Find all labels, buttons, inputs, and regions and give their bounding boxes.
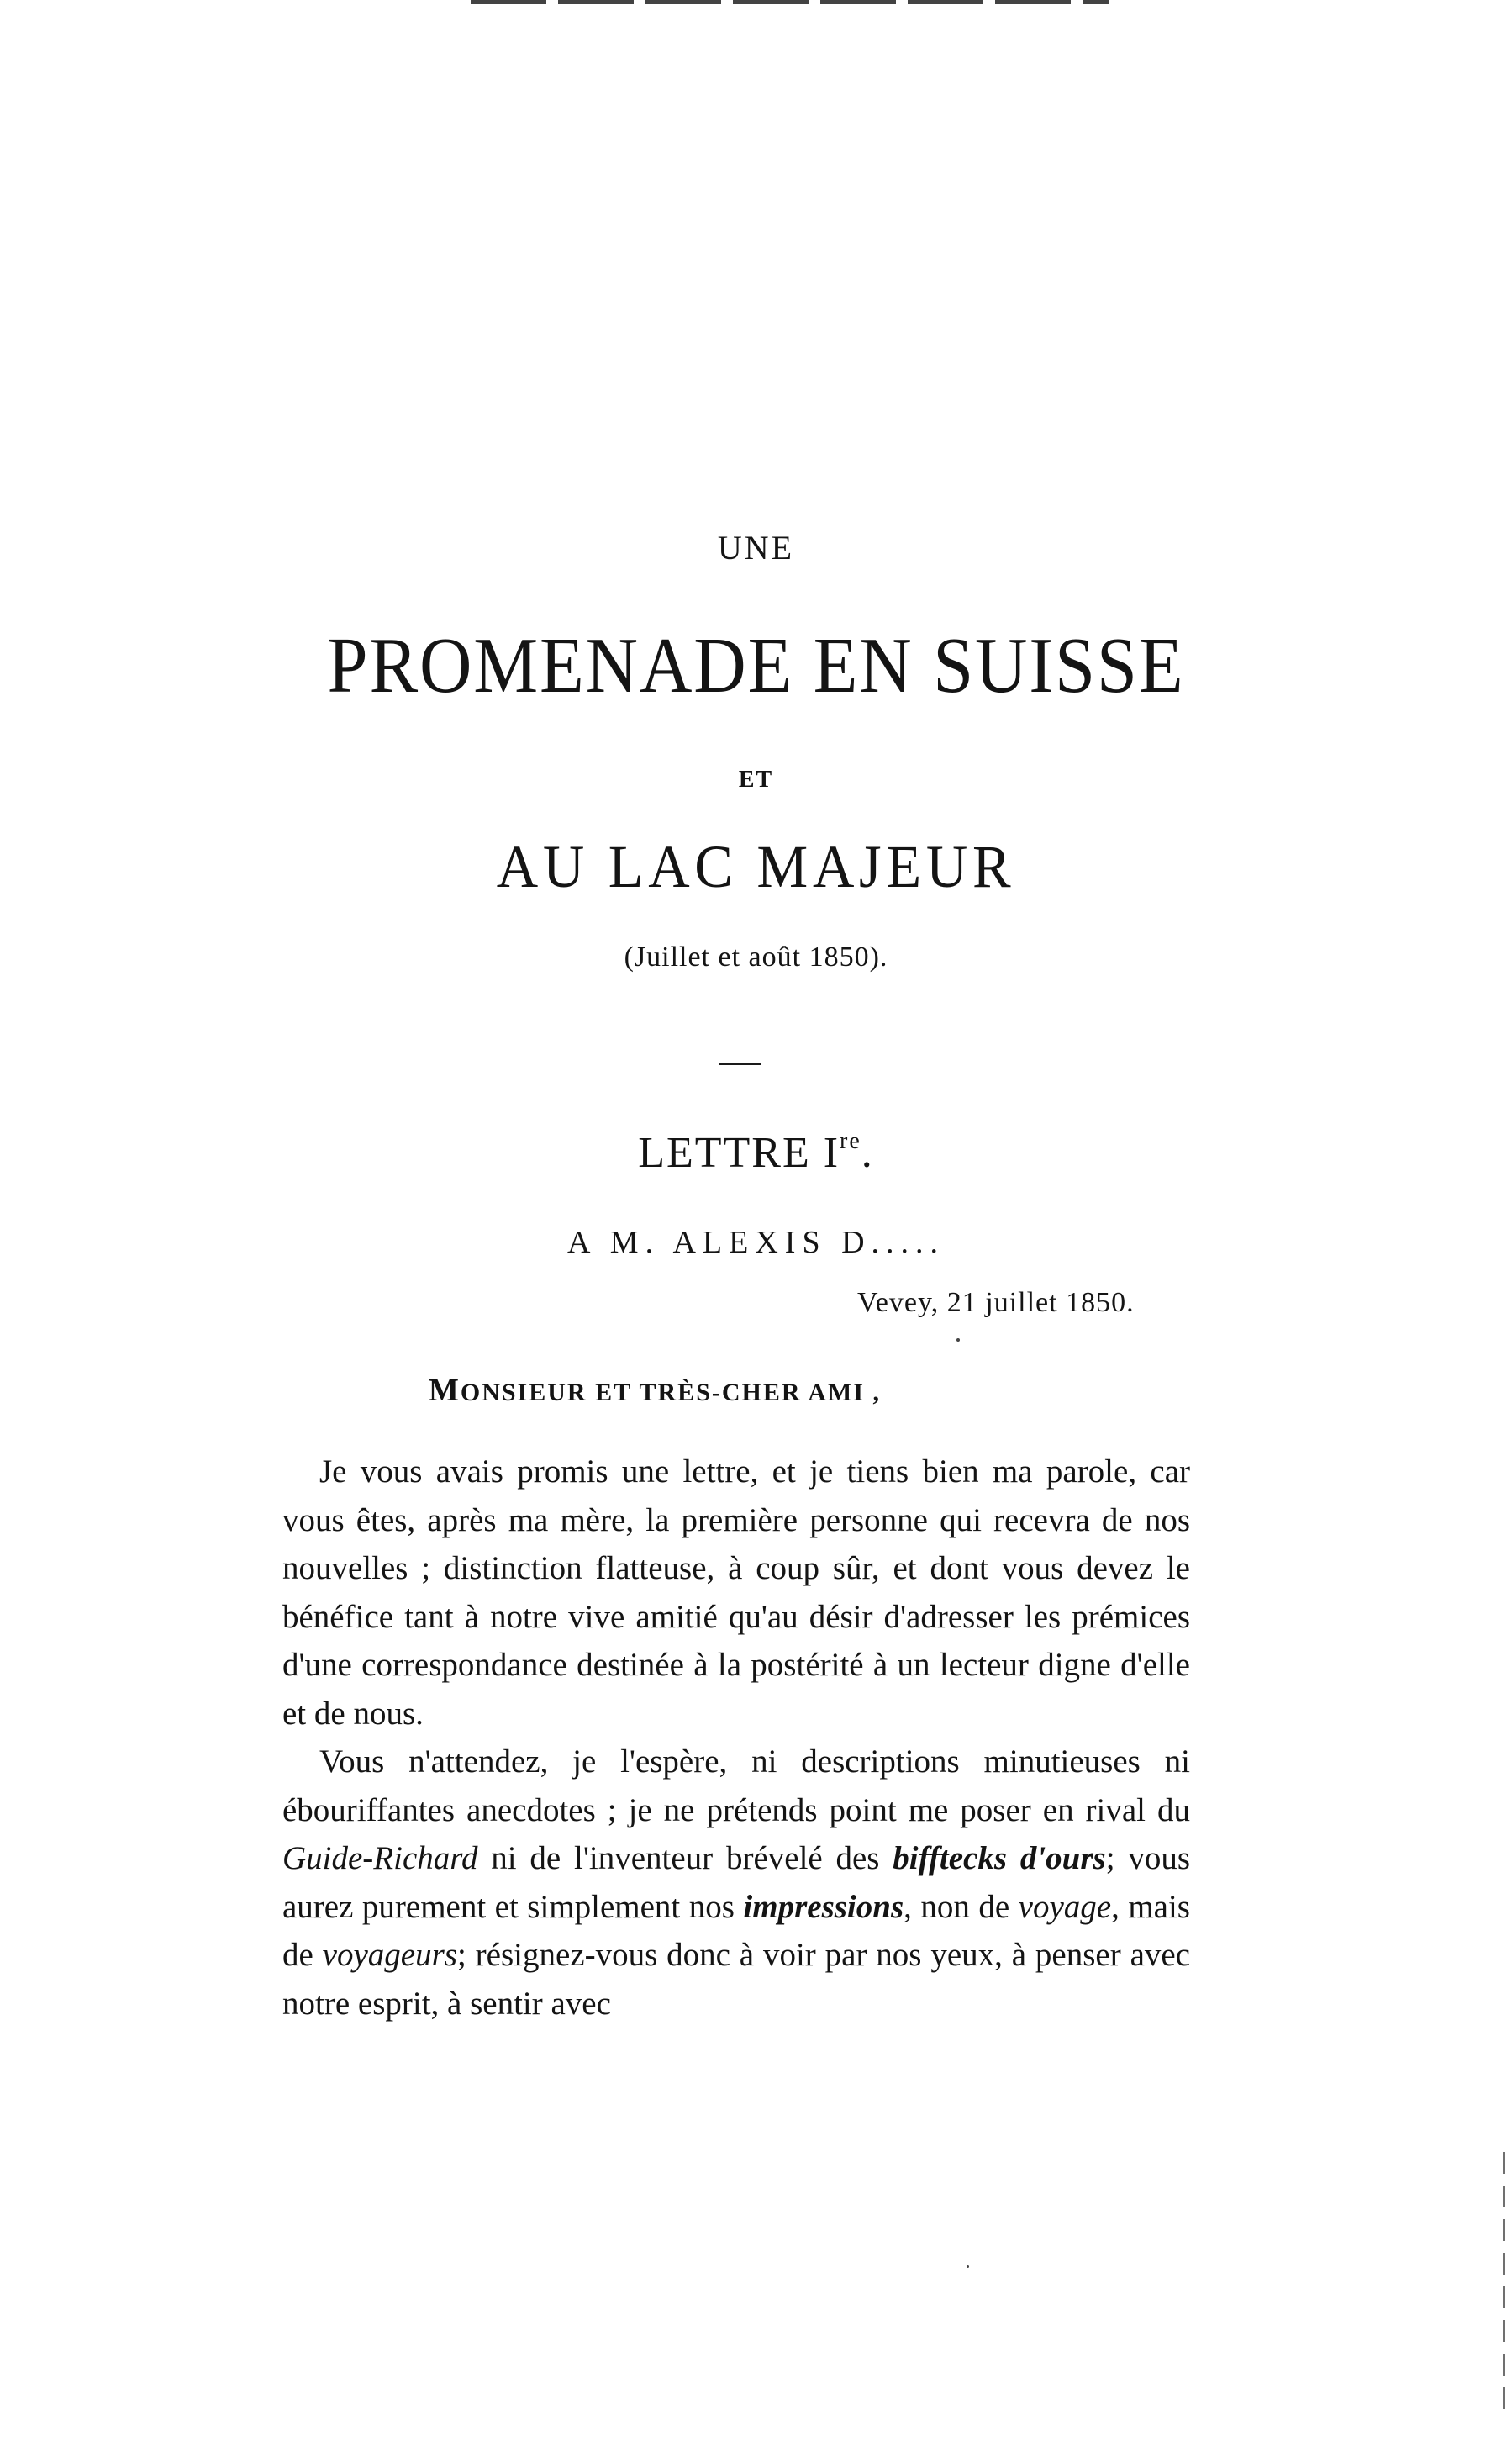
letter-salutation	[429, 1372, 881, 1409]
title-prefix: UNE	[717, 529, 795, 567]
letter-heading	[0, 1128, 1512, 1178]
letter-place-date: Vevey, 21 juillet 1850.	[857, 1287, 1135, 1318]
p2-voyage: voyage	[1018, 1888, 1112, 1925]
p2-text-c: ; vous aurez purement et simplement nos	[282, 1840, 1191, 1925]
p2-impressions: impressions	[743, 1888, 904, 1925]
letter-heading-end: .	[861, 1129, 874, 1177]
scan-edge-artifact	[471, 0, 1109, 4]
salutation-rest: ONSIEUR ET TRÈS-CHER AMI ,	[460, 1379, 882, 1406]
scan-speck	[967, 2265, 969, 2268]
salutation-initial: M	[429, 1373, 461, 1408]
main-title: PROMENADE EN SUISSE	[327, 622, 1185, 709]
p2-text-e: , mais de	[282, 1888, 1190, 1973]
p2-text-d: , non de	[904, 1888, 1010, 1925]
paragraph-2	[282, 1738, 1190, 2028]
p2-text-f: ; résignez-vous donc à voir par nos yeux, à penser avec notre esprit, à sentir avec	[282, 1937, 1190, 2022]
title-conjunction: ET	[738, 767, 774, 793]
p2-voyageurs: voyageurs	[322, 1937, 457, 1973]
sub-title: AU LAC MAJEUR	[496, 833, 1016, 900]
p2-text-b: ni de l'inventeur brévelé des	[491, 1840, 880, 1876]
scan-speck	[956, 1338, 960, 1342]
letter-addressee: A M. ALEXIS D.....	[566, 1225, 946, 1260]
paragraph-1: Je vous avais promis une lettre, et je tiens bien ma parole, car vous êtes, après ma mère, la première personne qui recevra de nos nouvelles ; distinction flatteuse, à coup sûr, et dont vous devez le bénéfice tant à notre vive amitié qu'au désir d'adresser les prémices d'une correspondance destinée à la postérité à un lecteur digne d'elle et de nous.	[282, 1453, 1190, 1732]
p2-text-a: Vous n'attendez, je l'espère, ni descriptions minutieuses ni ébouriffantes anecdotes ; je ne prétends point me poser en rival du	[282, 1743, 1190, 1828]
letter-heading-text: LETTRE I	[638, 1129, 840, 1177]
title-dates: (Juillet et août 1850).	[624, 941, 888, 973]
section-divider	[719, 1063, 761, 1065]
p2-guide-richard: Guide-Richard	[282, 1840, 478, 1876]
p2-bifftecks: bifftecks d'ours	[893, 1840, 1106, 1876]
letter-body	[282, 1448, 1190, 2028]
letter-heading-sup: re	[840, 1128, 861, 1154]
scan-edge-artifact-right	[1503, 2152, 1505, 2421]
